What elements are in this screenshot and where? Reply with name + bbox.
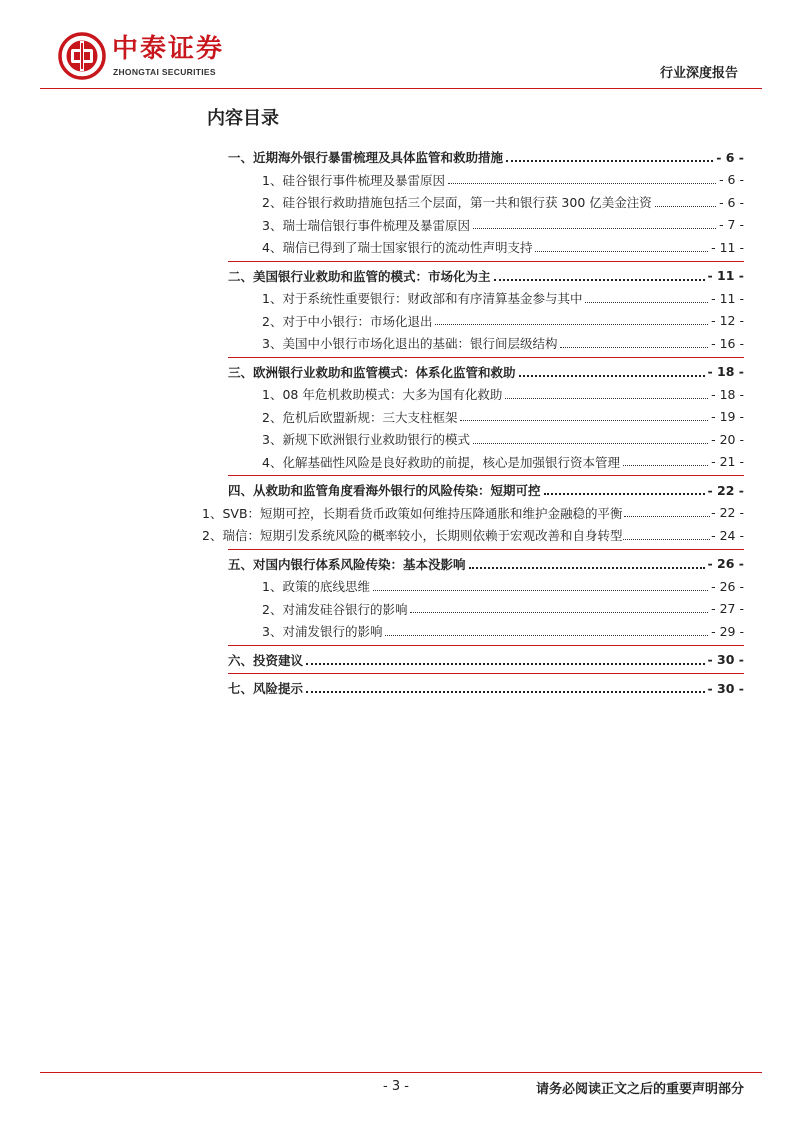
toc-item[interactable] bbox=[228, 287, 744, 310]
toc-item-label: 4、化解基础性风险是良好救助的前提，核心是加强银行资本管理 bbox=[262, 454, 620, 470]
toc-item[interactable] bbox=[228, 332, 744, 355]
page-number: - 3 - bbox=[383, 1079, 409, 1094]
dot-leader bbox=[505, 398, 708, 399]
toc-page-number: - 6 - bbox=[716, 149, 744, 165]
toc-item-label: 2、瑞信：短期引发系统风险的概率较小，长期则依赖于宏观改善和自身转型 bbox=[202, 528, 623, 544]
brand-name-en: ZHONGTAI SECURITIES bbox=[113, 67, 216, 77]
table-of-contents bbox=[202, 146, 744, 700]
toc-section-5[interactable] bbox=[228, 553, 744, 576]
dot-leader bbox=[469, 567, 705, 569]
toc-page-number: - 22 - bbox=[711, 505, 744, 521]
toc-page-number: - 6 - bbox=[719, 194, 744, 210]
toc-page-number: - 18 - bbox=[707, 364, 744, 380]
header-divider bbox=[40, 88, 762, 89]
toc-item[interactable] bbox=[228, 598, 744, 621]
toc-item[interactable] bbox=[228, 428, 744, 451]
toc-item[interactable] bbox=[228, 575, 744, 598]
toc-item[interactable] bbox=[228, 406, 744, 429]
toc-page-number: - 29 - bbox=[711, 623, 744, 639]
toc-page-number: - 21 - bbox=[711, 454, 744, 470]
dot-leader bbox=[435, 324, 708, 325]
toc-section-2[interactable] bbox=[228, 265, 744, 288]
toc-item-label: 1、SVB：短期可控，长期看货币政策如何维持压降通胀和维护金融稳的平衡 bbox=[202, 505, 623, 521]
section-divider bbox=[228, 645, 744, 646]
dot-leader bbox=[410, 612, 708, 613]
section-divider bbox=[228, 475, 744, 476]
dot-leader bbox=[373, 590, 708, 591]
dot-leader bbox=[448, 183, 716, 184]
toc-section-label: 三、欧洲银行业救助和监管模式：体系化监管和救助 bbox=[228, 364, 516, 380]
dot-leader bbox=[624, 516, 711, 517]
toc-item-label: 3、新规下欧洲银行业救助银行的模式 bbox=[262, 432, 470, 448]
footer-disclaimer: 请务必阅读正文之后的重要声明部分 bbox=[535, 1082, 744, 1097]
toc-section-1[interactable] bbox=[228, 146, 744, 169]
toc-page-number: - 11 - bbox=[711, 290, 744, 306]
toc-page-number: - 30 - bbox=[707, 680, 744, 696]
toc-item-label: 3、美国中小银行市场化退出的基础：银行间层级结构 bbox=[262, 336, 558, 352]
dot-leader bbox=[623, 465, 708, 466]
toc-page-number: - 19 - bbox=[711, 409, 744, 425]
toc-page-number: - 6 - bbox=[719, 172, 744, 188]
toc-section-label: 五、对国内银行体系风险传染：基本没影响 bbox=[228, 556, 466, 572]
dot-leader bbox=[560, 347, 708, 348]
toc-page-number: - 20 - bbox=[711, 431, 744, 447]
section-divider bbox=[228, 549, 744, 550]
toc-page-number: - 11 - bbox=[707, 268, 744, 284]
toc-section-label: 六、投资建议 bbox=[228, 652, 304, 668]
toc-item[interactable] bbox=[228, 191, 744, 214]
toc-page-number: - 7 - bbox=[719, 217, 744, 233]
toc-item-label: 2、危机后欧盟新规：三大支柱框架 bbox=[262, 409, 458, 425]
dot-leader bbox=[473, 443, 708, 444]
toc-section-4[interactable] bbox=[228, 479, 744, 502]
toc-page-number: - 26 - bbox=[711, 578, 744, 594]
toc-item[interactable] bbox=[228, 214, 744, 237]
toc-item-label: 2、对于中小银行：市场化退出 bbox=[262, 313, 433, 329]
toc-section-label: 一、近期海外银行暴雷梳理及具体监管和救助措施 bbox=[228, 150, 504, 166]
dot-leader bbox=[544, 493, 705, 495]
toc-item-label: 3、对浦发银行的影响 bbox=[262, 624, 383, 640]
toc-page-number: - 24 - bbox=[711, 527, 744, 543]
zhongtai-logo-icon bbox=[58, 32, 106, 80]
toc-section-label: 七、风险提示 bbox=[228, 681, 304, 697]
toc-page-number: - 16 - bbox=[711, 335, 744, 351]
toc-item[interactable] bbox=[228, 236, 744, 259]
toc-item-label: 4、瑞信已得到了瑞士国家银行的流动性声明支持 bbox=[262, 240, 533, 256]
dot-leader bbox=[535, 251, 708, 252]
toc-page-number: - 11 - bbox=[711, 239, 744, 255]
toc-item-label: 1、08 年危机救助模式：大多为国有化救助 bbox=[262, 387, 503, 403]
toc-item[interactable] bbox=[200, 502, 744, 525]
toc-item[interactable] bbox=[228, 383, 744, 406]
dot-leader bbox=[506, 160, 713, 162]
dot-leader bbox=[519, 375, 705, 377]
toc-item-label: 1、对于系统性重要银行：财政部和有序清算基金参与其中 bbox=[262, 291, 583, 307]
toc-item-label: 2、对浦发硅谷银行的影响 bbox=[262, 601, 408, 617]
dot-leader bbox=[623, 539, 710, 540]
dot-leader bbox=[306, 663, 705, 665]
toc-page-number: - 22 - bbox=[707, 482, 744, 498]
toc-item-label: 1、政策的底线思维 bbox=[262, 579, 370, 595]
toc-item-label: 2、硅谷银行救助措施包括三个层面，第一共和银行获 300 亿美金注资 bbox=[262, 195, 652, 211]
toc-item[interactable] bbox=[228, 451, 744, 474]
toc-section-7[interactable] bbox=[228, 677, 744, 700]
dot-leader bbox=[460, 420, 708, 421]
toc-section-3[interactable] bbox=[228, 361, 744, 384]
toc-item-label: 3、瑞士瑞信银行事件梳理及暴雷原因 bbox=[262, 217, 470, 233]
toc-item[interactable] bbox=[200, 524, 744, 547]
toc-page-number: - 27 - bbox=[711, 601, 744, 617]
toc-item[interactable] bbox=[228, 169, 744, 192]
dot-leader bbox=[585, 302, 708, 303]
toc-item[interactable] bbox=[228, 310, 744, 333]
toc-item-label: 1、硅谷银行事件梳理及暴雷原因 bbox=[262, 172, 445, 188]
toc-page-number: - 18 - bbox=[711, 386, 744, 402]
toc-page-number: - 30 - bbox=[707, 652, 744, 668]
dot-leader bbox=[385, 635, 708, 636]
toc-page-number: - 12 - bbox=[711, 313, 744, 329]
toc-page-number: - 26 - bbox=[707, 556, 744, 572]
toc-title: 内容目录 bbox=[207, 108, 279, 129]
toc-item[interactable] bbox=[228, 620, 744, 643]
section-divider bbox=[228, 673, 744, 674]
dot-leader bbox=[473, 228, 716, 229]
toc-section-label: 四、从救助和监管角度看海外银行的风险传染：短期可控 bbox=[228, 483, 541, 499]
section-divider bbox=[228, 357, 744, 358]
toc-section-6[interactable] bbox=[228, 649, 744, 672]
toc-section-label: 二、美国银行业救助和监管的模式：市场化为主 bbox=[228, 268, 491, 284]
footer-divider bbox=[40, 1072, 762, 1073]
dot-leader bbox=[306, 691, 705, 693]
dot-leader bbox=[655, 206, 716, 207]
report-type: 行业深度报告 bbox=[659, 66, 738, 81]
dot-leader bbox=[494, 279, 705, 281]
section-divider bbox=[228, 261, 744, 262]
brand-name-cn: 中泰证券 bbox=[112, 34, 225, 64]
